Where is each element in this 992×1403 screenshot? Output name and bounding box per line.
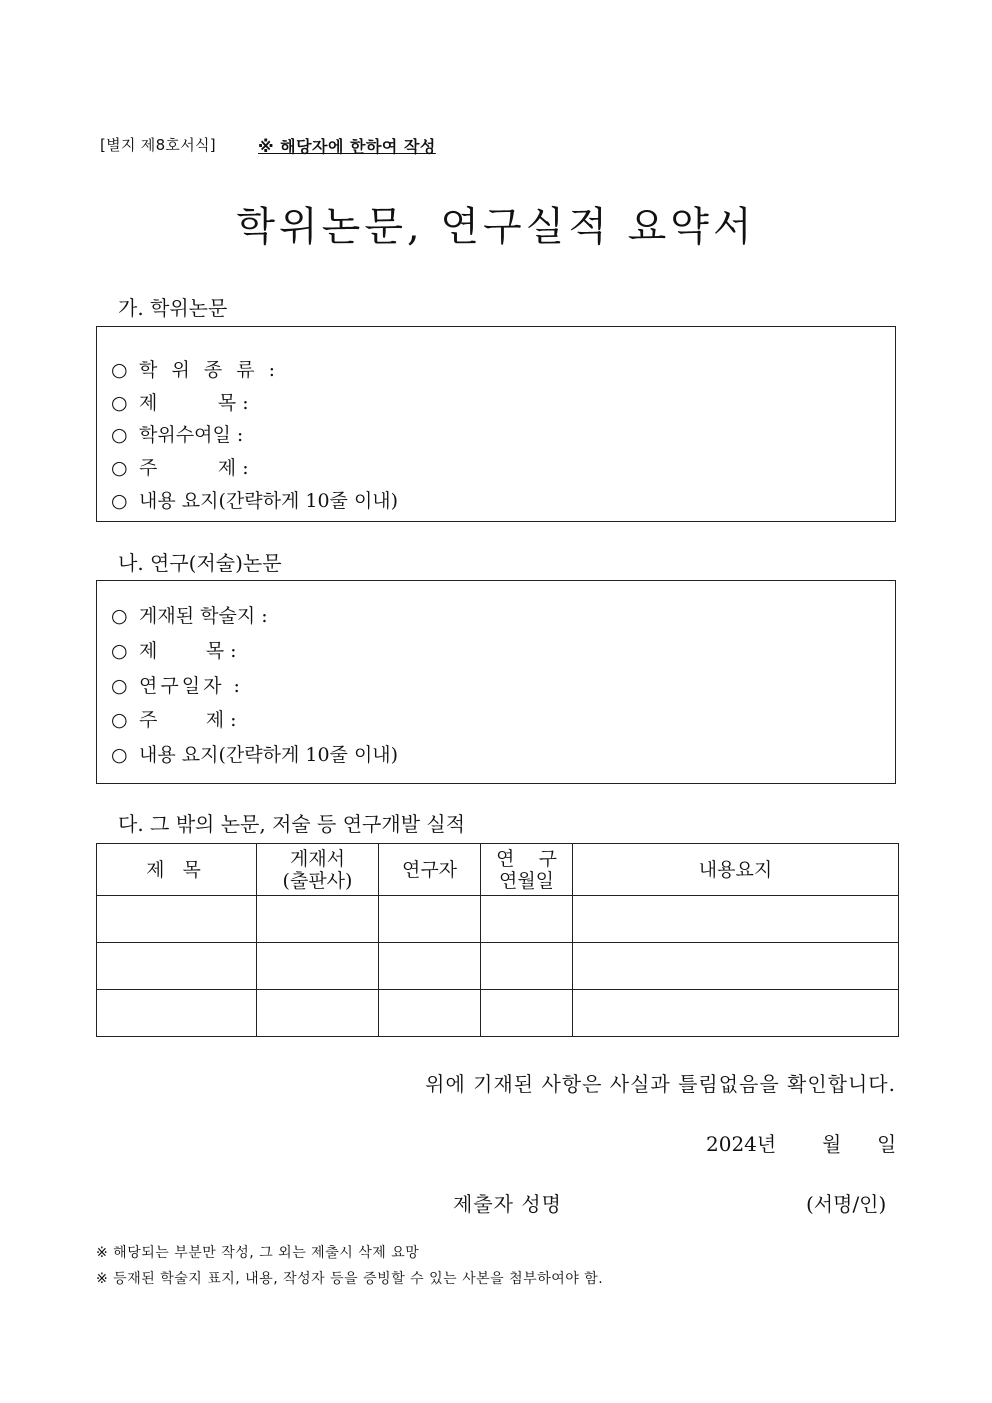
table-cell[interactable] <box>481 943 573 990</box>
section-a-item <box>111 388 249 415</box>
section-b-box <box>96 580 896 784</box>
column-header-summary: 내용요지 <box>573 844 899 896</box>
table-row <box>97 896 899 943</box>
section-b-item <box>111 601 268 628</box>
section-c-heading: 다. 그 밖의 논문, 저술 등 연구개발 실적 <box>118 812 466 836</box>
applicability-note: ※ 해당자에 한하여 작성 <box>258 137 436 156</box>
item-label: 제 목 : <box>139 640 237 662</box>
column-header-research-date: 연 구 연월일 <box>481 844 573 896</box>
table-cell[interactable] <box>97 943 257 990</box>
table-cell[interactable] <box>573 943 899 990</box>
section-b-heading: 나. 연구(저술)논문 <box>118 551 282 575</box>
circle-bullet: ○ <box>111 744 128 766</box>
table-cell[interactable] <box>379 943 481 990</box>
item-label: 게재된 학술지 : <box>139 605 268 627</box>
table-cell[interactable] <box>481 990 573 1037</box>
table-cell[interactable] <box>97 896 257 943</box>
section-a-heading: 가. 학위논문 <box>118 296 228 320</box>
section-a-item <box>111 453 249 480</box>
item-label: 주 제 : <box>139 709 237 731</box>
item-label: 내용 요지(간략하게 10줄 이내) <box>139 744 399 766</box>
item-label: 학 위 종 류 : <box>139 359 280 381</box>
table-cell[interactable] <box>379 896 481 943</box>
section-a-item <box>111 420 243 447</box>
section-a-item <box>111 355 279 382</box>
date-year: 2024년 <box>706 1132 777 1156</box>
table-cell[interactable] <box>97 990 257 1037</box>
table-cell[interactable] <box>573 896 899 943</box>
signature-seal-label: (서명/인) <box>806 1192 887 1216</box>
table-cell[interactable] <box>257 896 379 943</box>
circle-bullet: ○ <box>111 359 128 381</box>
circle-bullet: ○ <box>111 490 128 512</box>
item-label: 내용 요지(간략하게 10줄 이내) <box>139 490 399 512</box>
item-label: 제 목 : <box>139 392 249 414</box>
circle-bullet: ○ <box>111 424 128 446</box>
table-cell[interactable] <box>481 896 573 943</box>
section-a-box <box>96 326 896 522</box>
column-header-title: 제 목 <box>97 844 257 896</box>
circle-bullet: ○ <box>111 640 128 662</box>
form-number: [별지 제8호서식] <box>100 136 216 154</box>
item-label: 주 제 : <box>139 457 249 479</box>
circle-bullet: ○ <box>111 457 128 479</box>
circle-bullet: ○ <box>111 709 128 731</box>
table-header-row <box>97 844 899 896</box>
section-b-item <box>111 671 243 698</box>
table-cell[interactable] <box>257 990 379 1037</box>
circle-bullet: ○ <box>111 392 128 414</box>
section-b-item <box>111 740 398 767</box>
item-label: 학위수여일 : <box>139 424 244 446</box>
section-b-item <box>111 636 237 663</box>
circle-bullet: ○ <box>111 605 128 627</box>
circle-bullet: ○ <box>111 675 128 697</box>
date-day: 일 <box>877 1132 897 1156</box>
section-a-item <box>111 486 398 513</box>
page-title: 학위논문, 연구실적 요약서 <box>236 204 756 250</box>
column-header-researcher: 연구자 <box>379 844 481 896</box>
submitter-name-label: 제출자 성명 <box>453 1192 562 1216</box>
table-cell[interactable] <box>573 990 899 1037</box>
footnote: ※ 등재된 학술지 표지, 내용, 작성자 등을 증빙할 수 있는 사본을 첨부하여야 함. <box>96 1271 604 1287</box>
table-row <box>97 943 899 990</box>
table-row <box>97 990 899 1037</box>
research-achievements-table <box>96 843 899 1037</box>
column-header-publisher: 게재서 (출판사) <box>257 844 379 896</box>
footnote: ※ 해당되는 부분만 작성, 그 외는 제출시 삭제 요망 <box>96 1245 420 1261</box>
section-b-item <box>111 705 237 732</box>
table-cell[interactable] <box>379 990 481 1037</box>
item-label: 연구일자 : <box>139 675 243 697</box>
confirmation-statement: 위에 기재된 사항은 사실과 틀림없음을 확인합니다. <box>425 1072 896 1096</box>
date-month: 월 <box>822 1132 842 1156</box>
table-cell[interactable] <box>257 943 379 990</box>
